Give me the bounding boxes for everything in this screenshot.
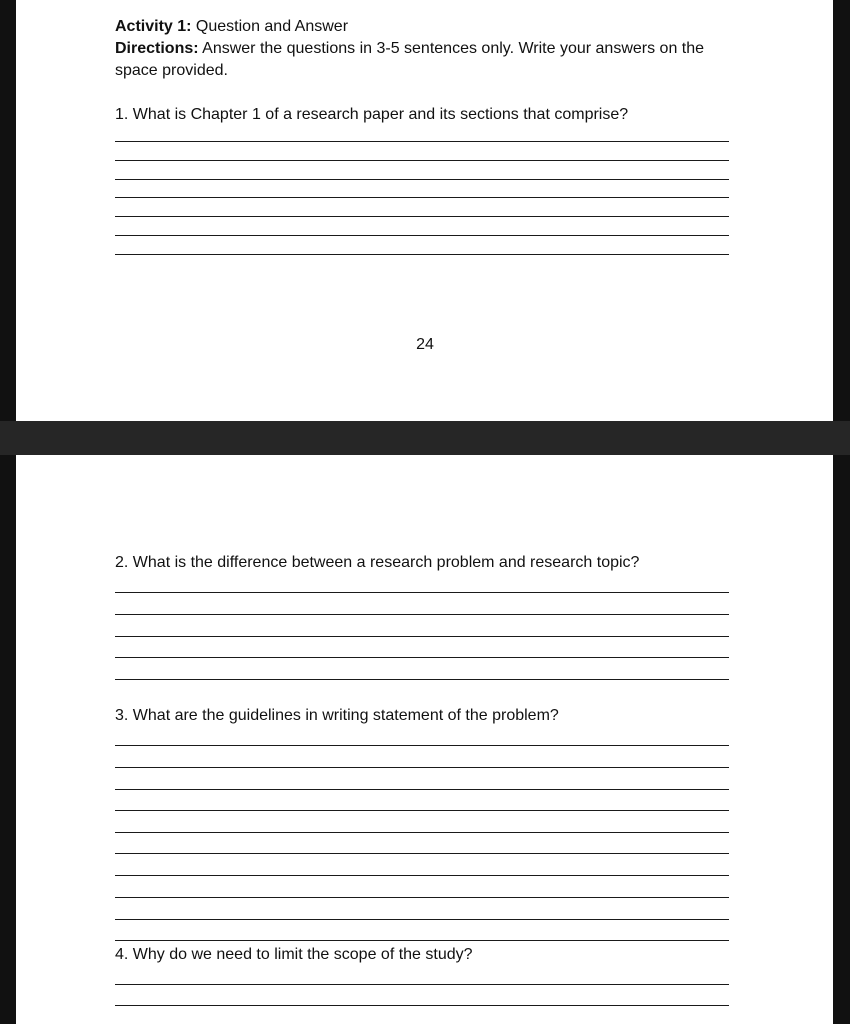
activity-heading [115,16,348,38]
answer-line-q1-3[interactable] [115,179,729,180]
answer-line-q2-4[interactable] [115,657,729,658]
question-3: 3. What are the guidelines in writing statement of the problem? [115,707,559,724]
activity-label: Activity 1: [115,18,192,35]
answer-line-q3-8[interactable] [115,897,729,898]
answer-line-q1-2[interactable] [115,160,729,161]
answer-line-q3-3[interactable] [115,789,729,790]
answer-line-q2-5[interactable] [115,679,729,680]
answer-line-q1-1[interactable] [115,141,729,142]
answer-line-q4-1[interactable] [115,984,729,985]
answer-line-q3-2[interactable] [115,767,729,768]
answer-line-q3-1[interactable] [115,745,729,746]
question-1: 1. What is Chapter 1 of a research paper and its sections that comprise? [115,106,629,123]
answer-line-q2-3[interactable] [115,636,729,637]
page-gap [0,421,850,455]
answer-line-q1-4[interactable] [115,197,729,198]
answer-line-q1-7[interactable] [115,254,729,255]
answer-line-q2-2[interactable] [115,614,729,615]
answer-line-q1-5[interactable] [115,216,729,217]
answer-line-q4-2[interactable] [115,1005,729,1006]
answer-line-q2-1[interactable] [115,592,729,593]
activity-title: Question and Answer [195,18,349,35]
answer-line-q3-10[interactable] [115,940,729,941]
question-4: 4. Why do we need to limit the scope of the study? [115,946,473,963]
answer-line-q3-7[interactable] [115,875,729,876]
question-2: 2. What is the difference between a research problem and research topic? [115,554,640,571]
answer-line-q3-4[interactable] [115,810,729,811]
document-page-2 [16,455,833,1024]
directions-text: Answer the questions in 3-5 sentences only. Write your answers on the [202,40,705,57]
answer-line-q3-6[interactable] [115,853,729,854]
answer-line-q3-9[interactable] [115,919,729,920]
directions-label: Directions: [115,40,199,57]
answer-line-q3-5[interactable] [115,832,729,833]
answer-line-q1-6[interactable] [115,235,729,236]
page-number: 24 [416,336,434,353]
directions-line-2: space provided. [115,62,228,79]
directions-line-1 [115,38,704,60]
